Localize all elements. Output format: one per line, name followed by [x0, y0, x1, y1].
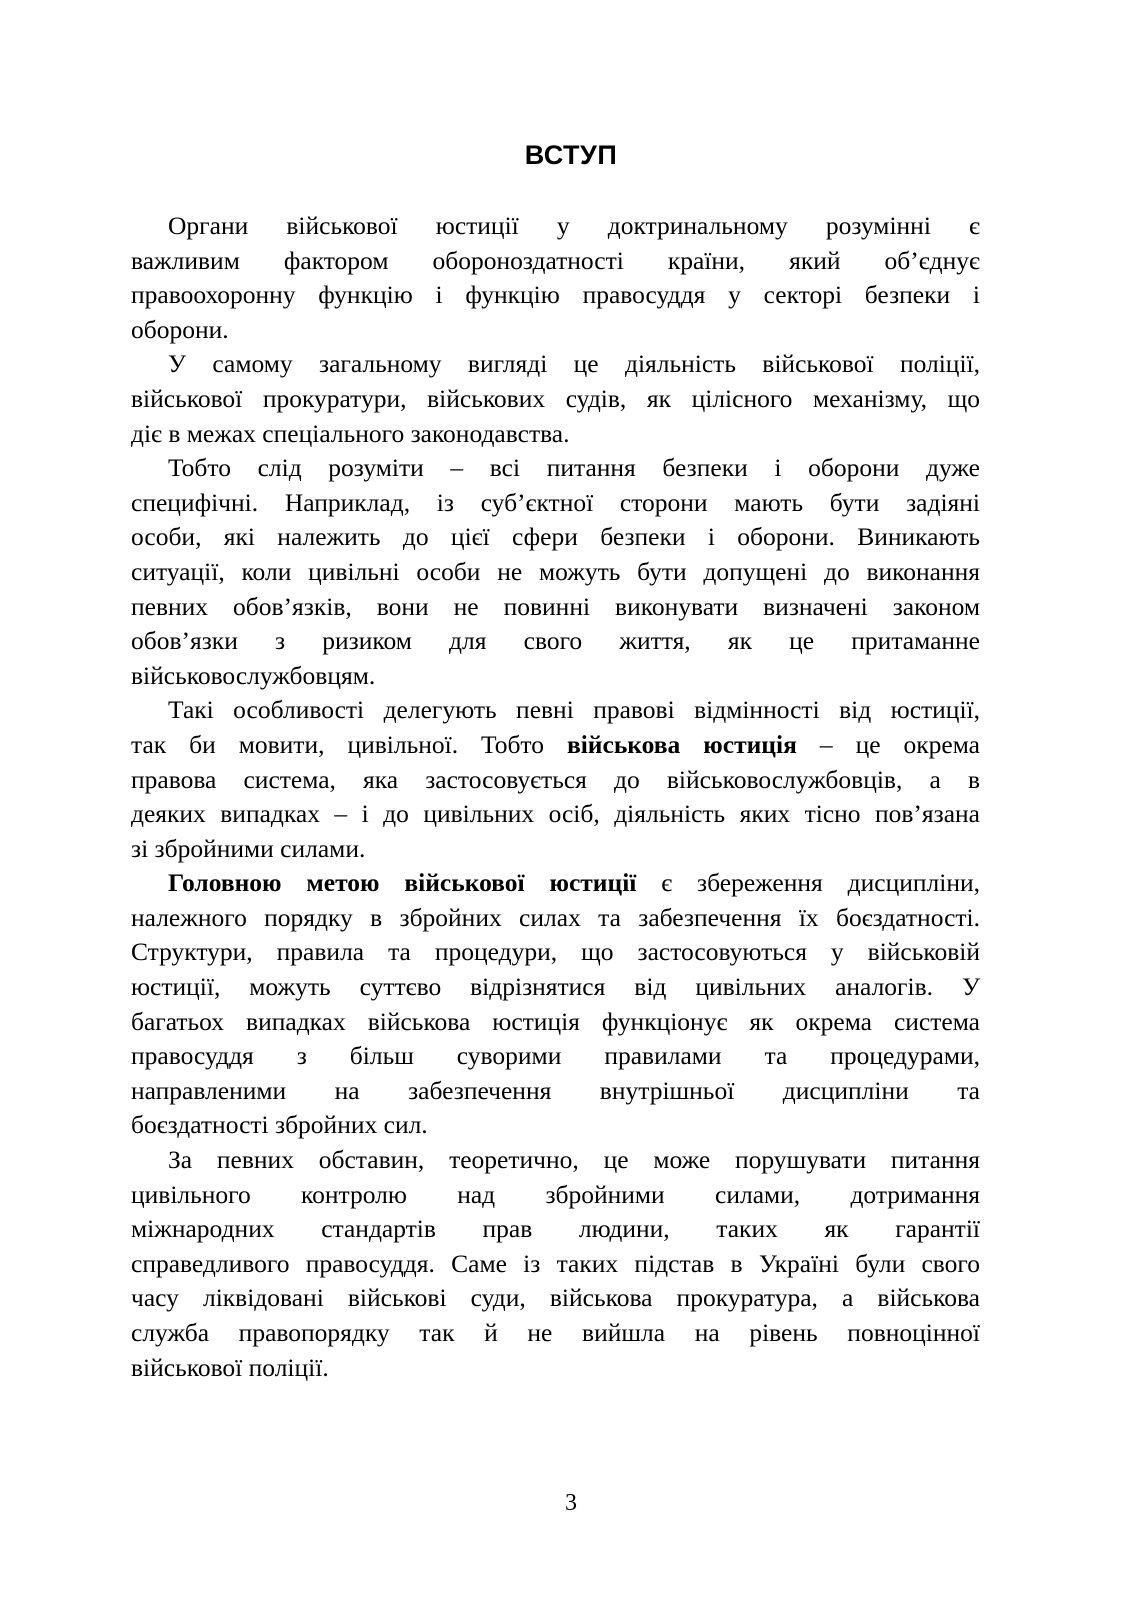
text-line: специфічні. Наприклад, із суб’єктної сторони мають бути задіяні: [131, 487, 980, 517]
page-title: ВСТУП: [524, 140, 618, 170]
text-line: боєздатності збройних сил.: [131, 1110, 428, 1140]
text-line: діє в межах спеціального законодавства.: [131, 418, 570, 448]
paragraph: [131, 866, 980, 1143]
text-line: правова система, яка застосовується до військовослужбовців, а в: [131, 764, 980, 794]
text-line: правоохоронну функцію і функцію правосуддя у секторі безпеки і: [131, 280, 980, 310]
text-line: багатьох випадках військова юстиція функціонує як окрема система: [131, 1006, 980, 1036]
text-line: Такі особливості делегують певні правові відмінності від юстиції,: [168, 695, 980, 725]
text-line: військової прокуратури, військових судів, як цілісного механізму, що: [131, 383, 980, 413]
text-line: [131, 866, 980, 901]
text-line: оборони.: [131, 314, 229, 344]
text-line: [131, 728, 980, 763]
bold-term: Головною метою військової юстиції: [168, 868, 637, 898]
text-line: У самому загальному вигляді це діяльність військової поліції,: [168, 349, 980, 379]
text-line: Органи військової юстиції у доктринальному розумінні є: [168, 211, 980, 240]
paragraph: [131, 347, 980, 451]
text-line: військовослужбовцям.: [131, 660, 376, 690]
bold-term: військова юстиція: [566, 729, 797, 759]
paragraph: [131, 693, 980, 866]
text-line: певних обов’язків, вони не повинні виконувати визначені законом: [131, 591, 980, 621]
text-line: деяких випадках – і до цивільних осіб, діяльність яких тісно пов’язана: [131, 799, 980, 829]
text-line: особи, які належить до цієї сфери безпеки і оборони. Виникають: [131, 522, 980, 552]
text-run: є збереження дисципліни,: [636, 868, 980, 898]
text-line: направленими на забезпечення внутрішньої дисципліни та: [131, 1075, 980, 1105]
text-run: так би мовити, цивільної. Тобто: [131, 729, 567, 759]
page-number: 3: [565, 1490, 577, 1516]
text-line: цивільного контролю над збройними силами, дотримання: [131, 1179, 980, 1209]
paragraph: [131, 451, 980, 693]
text-line: часу ліквідовані військові суди, військова прокуратура, а військова: [131, 1283, 980, 1313]
text-line: Структури, правила та процедури, що застосовуються у військовій: [131, 937, 980, 967]
text-line: міжнародних стандартів прав людини, таких як гарантії: [131, 1214, 980, 1244]
text-line: служба правопорядку так й не вийшла на рівень повноцінної: [131, 1318, 980, 1347]
paragraph: [131, 1143, 980, 1385]
text-line: справедливого правосуддя. Саме із таких підстав в Україні були свого: [131, 1248, 980, 1278]
text-line: зі збройними силами.: [131, 833, 366, 863]
text-line: обов’язки з ризиком для свого життя, як це притаманне: [131, 626, 980, 656]
text-line: ситуації, коли цивільні особи не можуть бути допущені до виконання: [131, 556, 980, 586]
text-line: належного порядку в збройних силах та забезпечення їх боєздатності.: [131, 902, 980, 932]
text-line: За певних обставин, теоретично, це може порушувати питання: [168, 1145, 980, 1175]
text-run: – це окрема: [796, 729, 980, 759]
body-text: [131, 209, 980, 1385]
paragraph: [131, 209, 980, 347]
text-line: важливим фактором обороноздатності країни, який об’єднує: [131, 245, 980, 275]
text-line: військової поліції.: [131, 1352, 329, 1382]
text-line: юстиції, можуть суттєво відрізнятися від цивільних аналогів. У: [131, 972, 980, 1002]
text-line: Тобто слід розуміти – всі питання безпеки і оборони дуже: [168, 453, 980, 483]
text-line: правосуддя з більш суворими правилами та процедурами,: [131, 1041, 980, 1071]
